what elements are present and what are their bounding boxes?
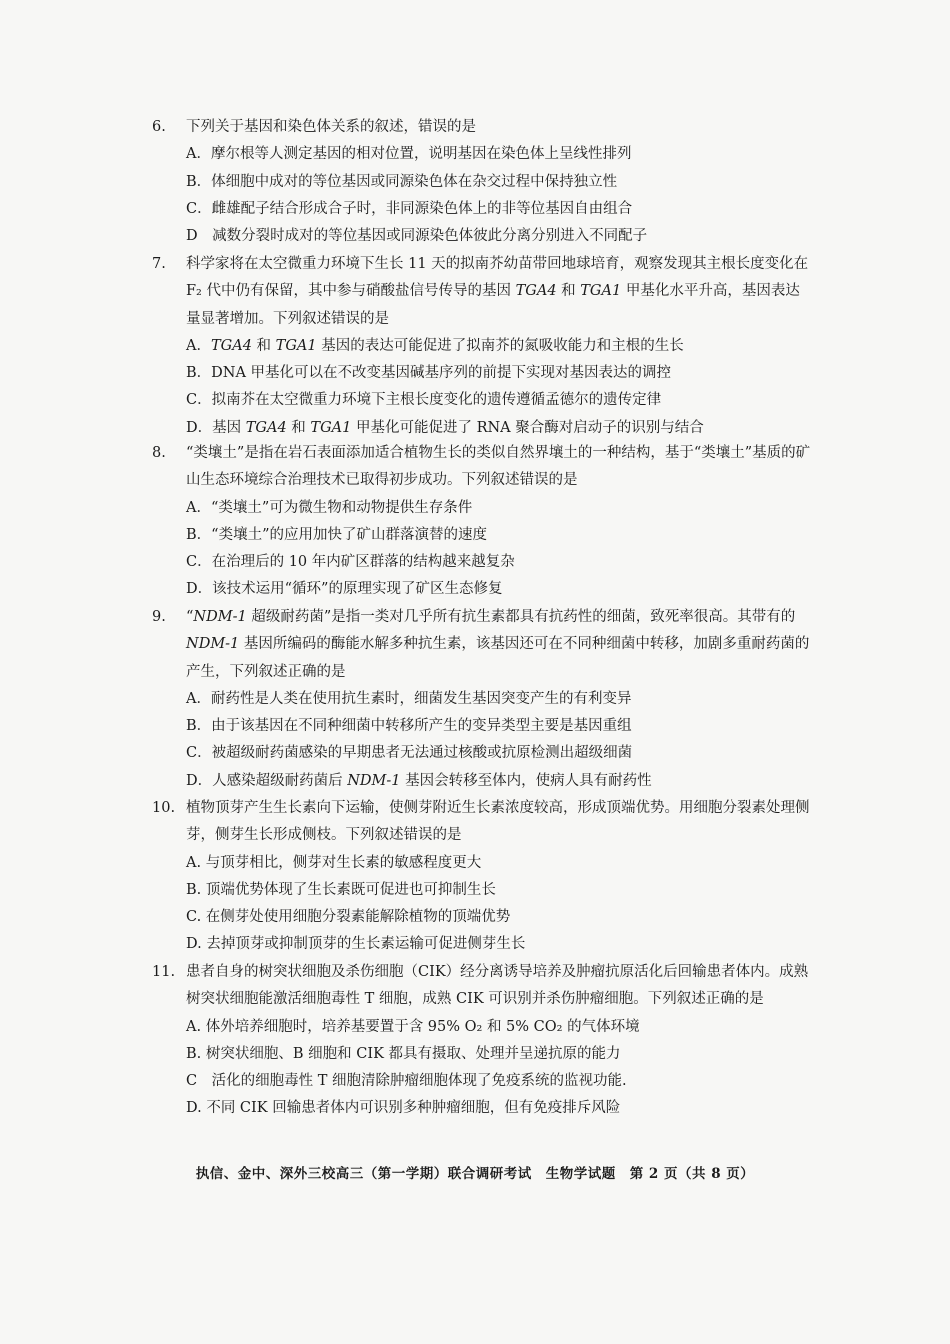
option-b: B. 树突状细胞、B 细胞和 CIK 都具有摄取、处理并呈递抗原的能力 bbox=[186, 1045, 621, 1062]
option-c: C. 在侧芽处使用细胞分裂素能解除植物的顶端优势 bbox=[186, 909, 511, 926]
question-number: 10. bbox=[152, 800, 176, 816]
option-d: D 减数分裂时成对的等位基因或同源染色体彼此分离分别进入不同配子 bbox=[186, 228, 648, 245]
option-b: B．“类壤土”的应用加快了矿山群落演替的速度 bbox=[186, 526, 487, 543]
question-number: 6. bbox=[152, 119, 166, 135]
gene-name: TGA1 bbox=[275, 337, 317, 354]
option-text-part: 基因会转移至体内，使病人具有耐药性 bbox=[400, 772, 652, 789]
option-b: B. 顶端优势体现了生长素既可促进也可抑制生长 bbox=[186, 881, 496, 898]
option-b: B．体细胞中成对的等位基因或同源染色体在杂交过程中保持独立性 bbox=[186, 173, 618, 190]
gene-name: TGA4 bbox=[210, 337, 252, 354]
question-stem bbox=[186, 251, 812, 333]
option-a: A. 与顶芽相比，侧芽对生长素的敏感程度更大 bbox=[186, 854, 482, 871]
option-d: D. 不同 CIK 回输患者体内可识别多种肿瘤细胞，但有免疫排斥风险 bbox=[186, 1100, 621, 1117]
gene-name: TGA4 bbox=[515, 283, 557, 300]
option-text-part: 和 bbox=[251, 337, 276, 354]
option-d bbox=[152, 415, 812, 442]
option-a bbox=[152, 333, 812, 360]
option-b: B．DNA 甲基化可以在不改变基因碱基序列的前提下实现对基因表达的调控 bbox=[186, 365, 672, 382]
stem-text-part: “ bbox=[186, 609, 194, 625]
question-number: 7. bbox=[152, 256, 166, 272]
stem-text-part: 和 bbox=[556, 283, 581, 300]
gene-name: NDM-1 bbox=[347, 772, 401, 789]
question-8 bbox=[152, 440, 812, 604]
option-text-part: 基因的表达可能促进了拟南芥的氮吸收能力和主根的生长 bbox=[316, 337, 684, 354]
option-text-part: 和 bbox=[286, 419, 311, 436]
question-stem: 植物顶芽产生生长素向下运输，使侧芽附近生长素浓度较高，形成顶端优势。用细胞分裂素处理侧芽，侧芽生长形成侧枝。下列叙述错误的是 bbox=[186, 800, 810, 844]
question-7 bbox=[152, 251, 812, 442]
option-c: C．被超级耐药菌感染的早期患者无法通过核酸或抗原检测出超级细菌 bbox=[186, 745, 633, 762]
stem-text-part: 超级耐药菌”是指一类对几乎所有抗生素都具有抗药性的细菌，致死率很高。其带有的 bbox=[246, 609, 796, 625]
question-11 bbox=[152, 959, 812, 1123]
option-a: A．摩尔根等人测定基因的相对位置，说明基因在染色体上呈线性排列 bbox=[186, 146, 632, 163]
question-number: 8. bbox=[152, 445, 166, 461]
stem-text-part: 甲基化水平升高，基因表达量显著增加。下列叙述错误的是 bbox=[186, 283, 800, 327]
stem-text-part: 基因所编码的酶能水解多种抗生素，该基因还可在不同种细菌中转移，加剧多重耐药菌的产生，下列叙述正确的是 bbox=[186, 636, 810, 680]
question-stem: 下列关于基因和染色体关系的叙述，错误的是 bbox=[186, 119, 476, 135]
gene-name: NDM-1 bbox=[186, 636, 240, 653]
page-footer: 执信、金中、深外三校高三（第一学期）联合调研考试 生物学试题 第 2 页（共 8 页） bbox=[195, 1166, 755, 1182]
option-d: D．该技术运用“循环”的原理实现了矿区生态修复 bbox=[186, 581, 503, 598]
question-stem bbox=[186, 604, 812, 686]
question-stem: 患者自身的树突状细胞及杀伤细胞（CIK）经分离诱导培养及肿瘤抗原活化后回输患者体内。成熟树突状细胞能激活细胞毒性 T 细胞，成熟 CIK 可识别并杀伤肿瘤细胞。下列叙述正确的是 bbox=[186, 964, 809, 1008]
gene-name: NDM-1 bbox=[193, 609, 247, 625]
question-9 bbox=[152, 604, 812, 795]
option-a: A．耐药性是人类在使用抗生素时，细菌发生基因突变产生的有利变异 bbox=[186, 690, 632, 707]
gene-name: TGA4 bbox=[245, 419, 287, 436]
question-number: 9. bbox=[152, 609, 166, 625]
option-c: C．在治理后的 10 年内矿区群落的结构越来越复杂 bbox=[186, 554, 515, 571]
option-label: D．人感染超级耐药菌后 bbox=[186, 772, 348, 789]
option-b: B．由于该基因在不同种细菌中转移所产生的变异类型主要是基因重组 bbox=[186, 718, 632, 735]
question-10 bbox=[152, 795, 812, 959]
option-c: C．拟南芥在太空微重力环境下主根长度变化的遗传遵循孟德尔的遗传定律 bbox=[186, 392, 662, 409]
gene-name: TGA1 bbox=[580, 283, 622, 300]
option-label: A． bbox=[186, 337, 211, 354]
option-c: C．雌雄配子结合形成合子时，非同源染色体上的非等位基因自由组合 bbox=[186, 200, 633, 217]
question-number: 11. bbox=[152, 964, 176, 980]
gene-name: TGA1 bbox=[310, 419, 352, 436]
question-6 bbox=[152, 114, 812, 250]
stem-text-part: 科学家将在太空微重力环境下生长 11 天的拟南芥幼苗带回地球培育，观察发现其主根长度变化在 F₂ 代中仍有保留，其中参与硝酸盐信号传导的基因 bbox=[186, 256, 809, 300]
option-d: D. 去掉顶芽或抑制顶芽的生长素运输可促进侧芽生长 bbox=[186, 936, 526, 953]
option-d bbox=[152, 768, 812, 795]
option-label: D．基因 bbox=[186, 419, 246, 436]
question-stem: “类壤土”是指在岩石表面添加适合植物生长的类似自然界壤土的一种结构，基于“类壤土”基质的矿山生态环境综合治理技术已取得初步成功。下列叙述错误的是 bbox=[186, 445, 811, 489]
option-a: A. 体外培养细胞时，培养基要置于含 95% O₂ 和 5% CO₂ 的气体环境 bbox=[186, 1018, 640, 1035]
option-text-part: 甲基化可能促进了 RNA 聚合酶对启动子的识别与结合 bbox=[351, 419, 704, 436]
option-a: A．“类壤土”可为微生物和动物提供生存条件 bbox=[186, 499, 473, 516]
option-c: C 活化的细胞毒性 T 细胞清除肿瘤细胞体现了免疫系统的监视功能. bbox=[186, 1073, 627, 1090]
